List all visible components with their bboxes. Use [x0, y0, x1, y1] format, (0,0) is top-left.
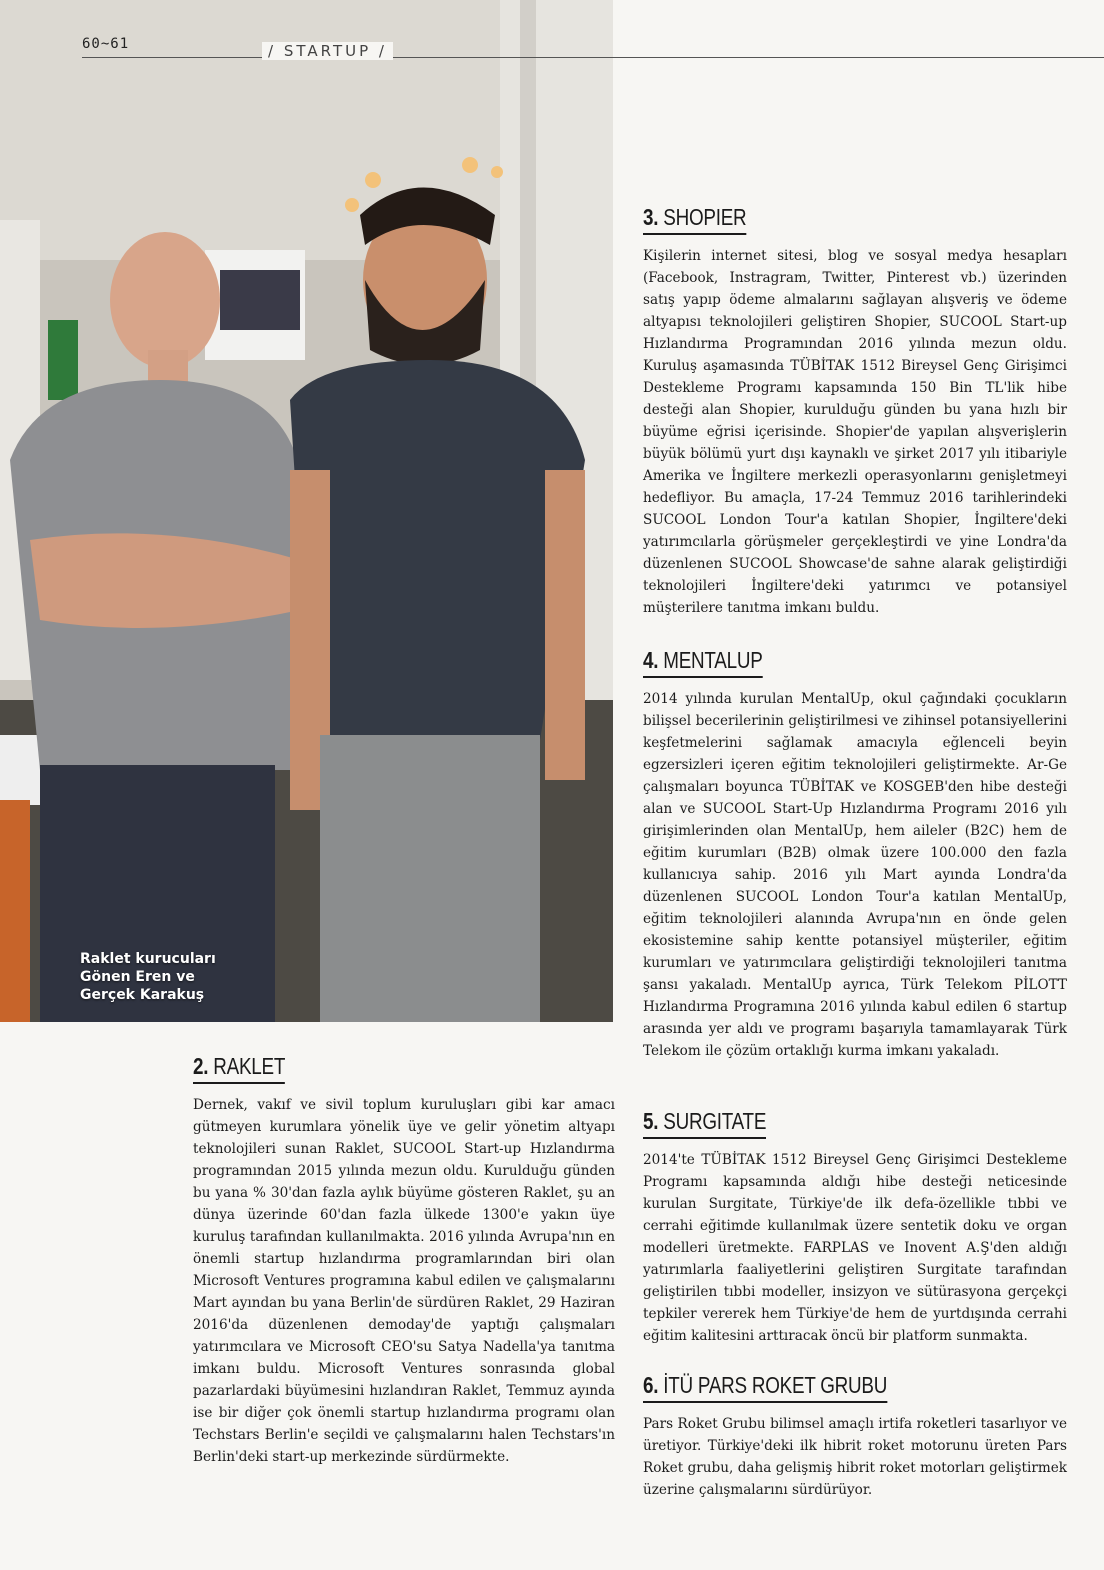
- article-number: 4.: [643, 647, 659, 673]
- article-heading: [643, 1108, 766, 1139]
- article-heading: [643, 204, 746, 235]
- article-number: 6.: [643, 1372, 659, 1398]
- article-body: Kişilerin internet sitesi, blog ve sosyal medya hesapları (Facebook, Instragram, Twitter, Pinterest vb.) üzerinden satış yapıp ödeme almalarını sağlayan alışveriş ve ödeme altyapısı teknolojileri geliştiren Shopier, SUCOOL Start-up Hızlandırma Programından 2016 yılında mezun oldu. Kuruluş aşamasında TÜBİTAK 1512 Bireysel Genç Girişimci Destekleme Programı kapsamında 150 Bin TL'lik hibe desteği alan Shopier, kurulduğu günden bu yana hızlı bir büyüme eğrisi içerisinde. Shopier'de yapılan alışverişlerin büyük bölümü yurt dışı kaynaklı ve şirket 2017 yılı itibariyle Amerika ve İngiltere merkezli operasyonlarını genişletmeyi hedefliyor. Bu amaçla, 17-24 Temmuz 2016 tarihlerindeki SUCOOL London Tour'a katılan Shopier, İngiltere'deki yatırımcılarla görüşmeler gerçekleştirdi ve yine Londra'da düzenlenen SUCOOL Showcase'de sahne alarak geliştirdiği teknolojileri İngiltere'deki yatırımcı ve potansiyel müşterilere tanıtma imkanı buldu.: [643, 248, 1067, 616]
- article-number: 5.: [643, 1108, 659, 1134]
- caption-line: Raklet kurucuları: [80, 951, 216, 967]
- article-number: 3.: [643, 204, 659, 230]
- article-surgitate: [643, 1108, 1067, 1347]
- article-pars-roket: [643, 1372, 1067, 1501]
- article-title: SHOPIER: [663, 204, 747, 230]
- article-title: MENTALUP: [663, 647, 763, 673]
- photo-caption: [80, 950, 310, 1004]
- article-title: RAKLET: [213, 1053, 286, 1079]
- caption-line: Gerçek Karakuş: [80, 987, 205, 1003]
- article-heading: [643, 647, 763, 678]
- article-body: Dernek, vakıf ve sivil toplum kuruluşları gibi kar amacı gütmeyen kurumlara yönelik üye ve gelir yönetim altyapı teknolojileri sunan Raklet, SUCOOL Start-up Hızlandırma programından 2015 yılında mezun oldu. Kurulduğu günden bu yana % 30'dan fazla aylık büyüme gösteren Raklet, şu an dünya üzerinde 60'dan fazla ülkede 1300'e yakın üye kuruluş tarafından kullanılmakta. 2016 yılında Avrupa'nın en önemli startup hızlandırma programlarından biri olan Microsoft Ventures programına kabul edilen ve çalışmalarını Mart ayından bu yana Berlin'de sürdüren Raklet, 29 Haziran 2016'da düzenlenen demoday'de yaptığı çalışmaları yatırımcılara ve Microsoft CEO'su Satya Nadella'ya tanıtma imkanı buldu. Microsoft Ventures sonrasında global pazarlardaki büyümesini hızlandıran Raklet, Temmuz ayında ise bir diğer çok önemli startup hızlandırma programı olan Techstars Berlin'e seçildi ve çalışmalarını halen Techstars'ın Berlin'deki start-up merkezinde sürdürmekte.: [193, 1097, 615, 1465]
- caption-line: Gönen Eren ve: [80, 969, 195, 985]
- article-heading: [193, 1053, 285, 1084]
- article-heading: [643, 1372, 887, 1403]
- section-label: / STARTUP /: [262, 42, 393, 60]
- article-raklet: [193, 1053, 615, 1468]
- article-number: 2.: [193, 1053, 209, 1079]
- article-shopier: [643, 204, 1067, 619]
- header-rule: [82, 57, 1104, 58]
- section-name: STARTUP: [283, 42, 372, 60]
- article-body: 2014'te TÜBİTAK 1512 Bireysel Genç Girişimci Destekleme Programı kapsamında aldığı hibe desteği neticesinde kurulan Surgitate, Türkiye'de ilk defa-özellikle tıbbi ve cerrahi eğitimde kullanılmak üzere sentetik doku ve organ modelleri üretmekte. FARPLAS ve Inovent A.Ş'den aldığı yatırımlarla faaliyetlerini geliştiren Surgitate tarafından geliştirilen tıbbi modeller, insizyon ve sütürasyona gerçekçi tepkiler vererek hem Türkiye'de hem de yurtdışında cerrahi eğitim kalitesini arttıracak öncü bir platform sunmakta.: [643, 1152, 1067, 1344]
- founders-photo: [0, 0, 613, 1022]
- article-body: Pars Roket Grubu bilimsel amaçlı irtifa roketleri tasarlıyor ve üretiyor. Türkiye'deki ilk hibrit roket motorunu üreten Pars Roket grubu, daha gelişmiş hibrit roket motorları geliştirmek üzerine çalışmalarını sürdürüyor.: [643, 1416, 1067, 1498]
- article-mentalup: [643, 647, 1067, 1062]
- page-numbers: 60~61: [82, 36, 130, 52]
- article-title: SURGITATE: [663, 1108, 767, 1134]
- article-body: 2014 yılında kurulan MentalUp, okul çağındaki çocukların bilişsel becerilerinin geliştirilmesi ve zihinsel potansiyellerini keşfetmelerini sağlamak amacıyla eğlenceli beyin egzersizleri içeren eğitim teknolojileri geliştirmekte. Ar-Ge çalışmaları boyunca TÜBİTAK ve KOSGEB'den hibe desteği alan ve SUCOOL Start-Up Hızlandırma Programı 2016 yılı girişimlerinden olan MentalUp, hem aileler (B2C) hem de eğitim kurumları (B2B) olmak üzere 100.000 den fazla kullanıcıya sahip. 2016 yılı Mart ayında Londra'da düzenlenen SUCOOL London Tour'a katılan MentalUp, eğitim teknolojileri alanında Avrupa'nın en önde gelen ekosistemine sahip kentte potansiyel müşteriler, eğitim kurumları ve yatırımcılara geliştirdiği teknolojileri tanıtma şansı yakaladı. MentalUp ayrıca, Türk Telekom PİLOTT Hızlandırma Programına 2016 yılında kabul edilen 6 startup arasında yer aldı ve programı başarıyla tamamlayarak Türk Telekom ile çözüm ortaklığı kurma imkanı yakaladı.: [643, 691, 1067, 1059]
- photo-illustration: [0, 0, 613, 1022]
- article-title: İTÜ PARS ROKET GRUBU: [663, 1372, 888, 1398]
